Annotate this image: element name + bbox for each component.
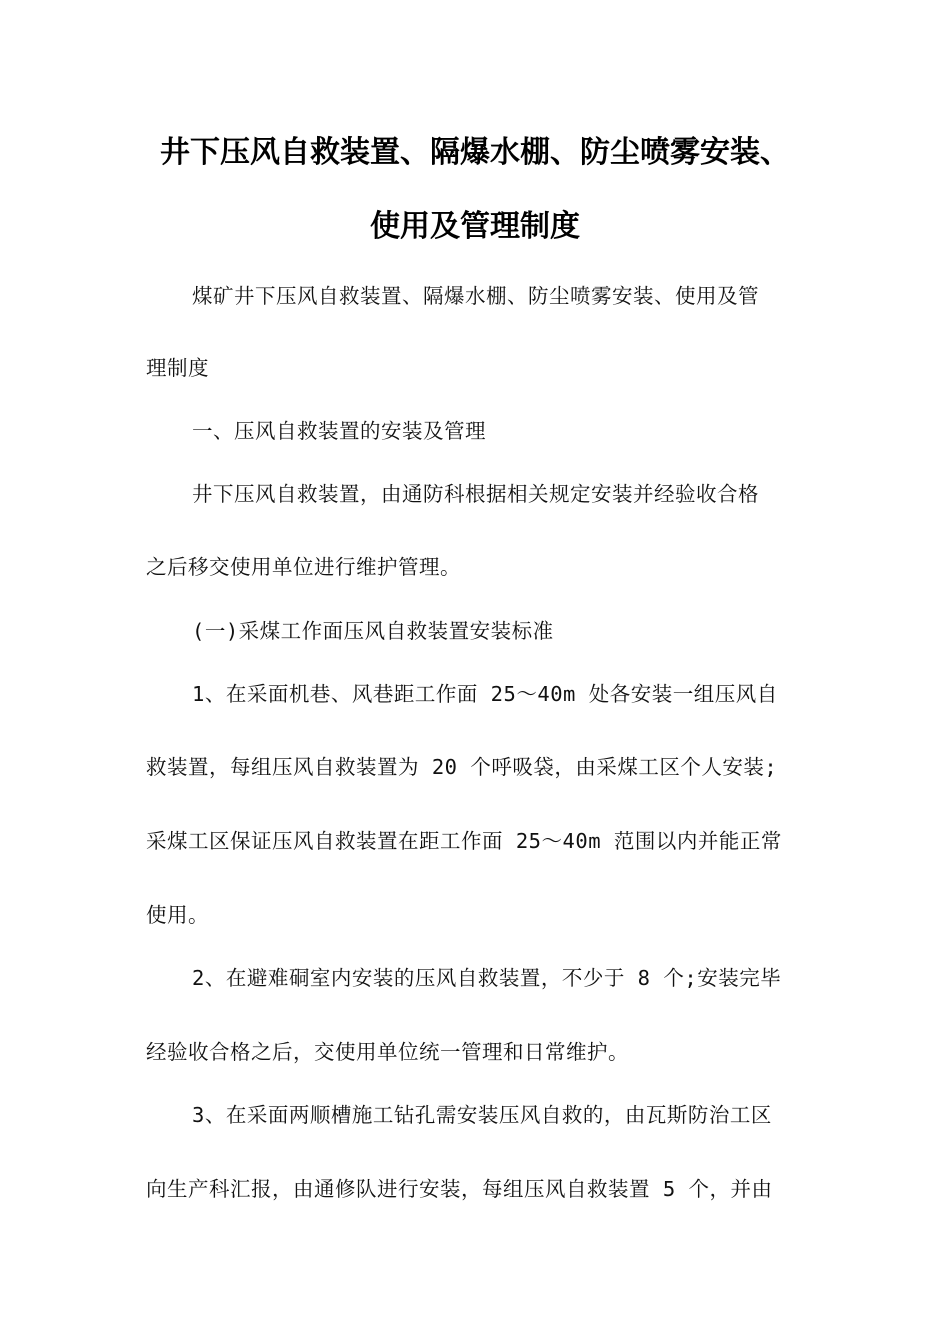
document-title-line-2: 使用及管理制度 xyxy=(370,209,580,244)
paragraph-line: 3、在采面两顺槽施工钻孔需安装压风自救的，由瓦斯防治工区 xyxy=(192,1103,772,1127)
paragraph-line: 理制度 xyxy=(146,356,209,380)
document-title-line-1: 井下压风自救装置、隔爆水棚、防尘喷雾安装、 xyxy=(160,135,790,170)
section-heading: 一、压风自救装置的安装及管理 xyxy=(192,419,486,443)
paragraph-line: 向生产科汇报，由通修队进行安装，每组压风自救装置 5 个，并由 xyxy=(146,1177,773,1201)
paragraph-line: 1、在采面机巷、风巷距工作面 25～40m 处各安装一组压风自 xyxy=(192,682,778,706)
paragraph-line: 井下压风自救装置，由通防科根据相关规定安装并经验收合格 xyxy=(192,482,759,506)
paragraph-line: 煤矿井下压风自救装置、隔爆水棚、防尘喷雾安装、使用及管 xyxy=(192,284,759,308)
paragraph-line: 之后移交使用单位进行维护管理。 xyxy=(146,555,461,579)
paragraph-line: 经验收合格之后，交使用单位统一管理和日常维护。 xyxy=(146,1040,629,1064)
paragraph-line: 使用。 xyxy=(146,903,209,927)
paragraph-line: 2、在避难硐室内安装的压风自救装置，不少于 8 个;安装完毕 xyxy=(192,966,782,990)
paragraph-line: 救装置，每组压风自救装置为 20 个呼吸袋，由采煤工区个人安装; xyxy=(146,755,778,779)
paragraph-line: 采煤工区保证压风自救装置在距工作面 25～40m 范围以内并能正常 xyxy=(146,829,782,853)
subsection-heading: (一)采煤工作面压风自救装置安装标准 xyxy=(192,619,554,643)
